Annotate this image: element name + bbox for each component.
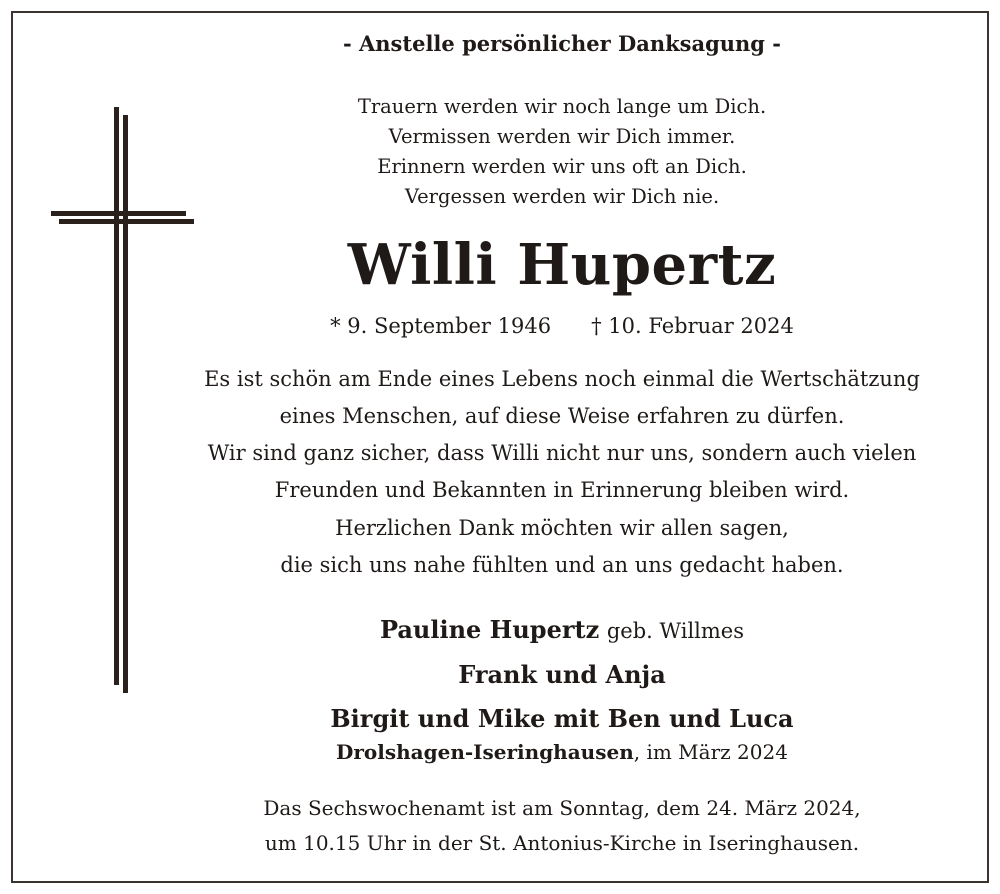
service-line: Das Sechswochenamt ist am Sonntag, dem 24. März 2024, (263, 796, 861, 820)
message-line: die sich uns nahe fühlten und an uns gedacht haben. (280, 553, 844, 577)
signature-line (110, 653, 1000, 697)
signature-line (110, 697, 1000, 741)
message-line: Es ist schön am Ende eines Lebens noch einmal die Wertschätzung (204, 367, 920, 391)
life-dates (110, 314, 1000, 338)
signature-line (110, 608, 1000, 653)
place-town: Drolshagen-Iseringhausen (336, 740, 634, 764)
place-date: , im März 2024 (633, 740, 788, 764)
death-date: † 10. Februar 2024 (591, 314, 794, 338)
signature-name: Birgit und Mike mit Ben und Luca (330, 704, 794, 733)
signature-name: Pauline Hupertz (379, 615, 600, 644)
poem-line: Erinnern werden wir uns oft an Dich. (377, 155, 747, 178)
poem-line: Vergessen werden wir Dich nie. (404, 185, 720, 208)
service-line: um 10.15 Uhr in der St. Antonius-Kirche in Iseringhausen. (264, 831, 860, 855)
deceased-name: Willi Hupertz (347, 232, 777, 298)
signature-note: geb. Willmes (606, 619, 745, 643)
message-line: eines Menschen, auf diese Weise erfahren zu dürfen. (279, 404, 845, 428)
message-line: Freunden und Bekannten in Erinnerung bleiben wird. (274, 478, 850, 502)
signature-name: Frank und Anja (458, 660, 666, 689)
mourners-signatures (110, 608, 1000, 741)
service-notice (110, 791, 1000, 861)
message-line: Wir sind ganz sicher, dass Willi nicht nur uns, sondern auch vielen (207, 441, 917, 465)
message-line: Herzlichen Dank möchten wir allen sagen, (335, 516, 789, 540)
gratitude-message (110, 361, 1000, 509)
poem-line: Trauern werden wir noch lange um Dich. (357, 95, 767, 118)
place-and-date (110, 740, 1000, 764)
poem (110, 92, 1000, 212)
heading: - Anstelle persönlicher Danksagung - (342, 31, 782, 56)
poem-line: Vermissen werden wir Dich immer. (388, 125, 736, 148)
birth-date: * 9. September 1946 (330, 314, 552, 338)
cross-horizontal-bar-shadow (59, 219, 194, 224)
thanks-message (110, 510, 1000, 584)
